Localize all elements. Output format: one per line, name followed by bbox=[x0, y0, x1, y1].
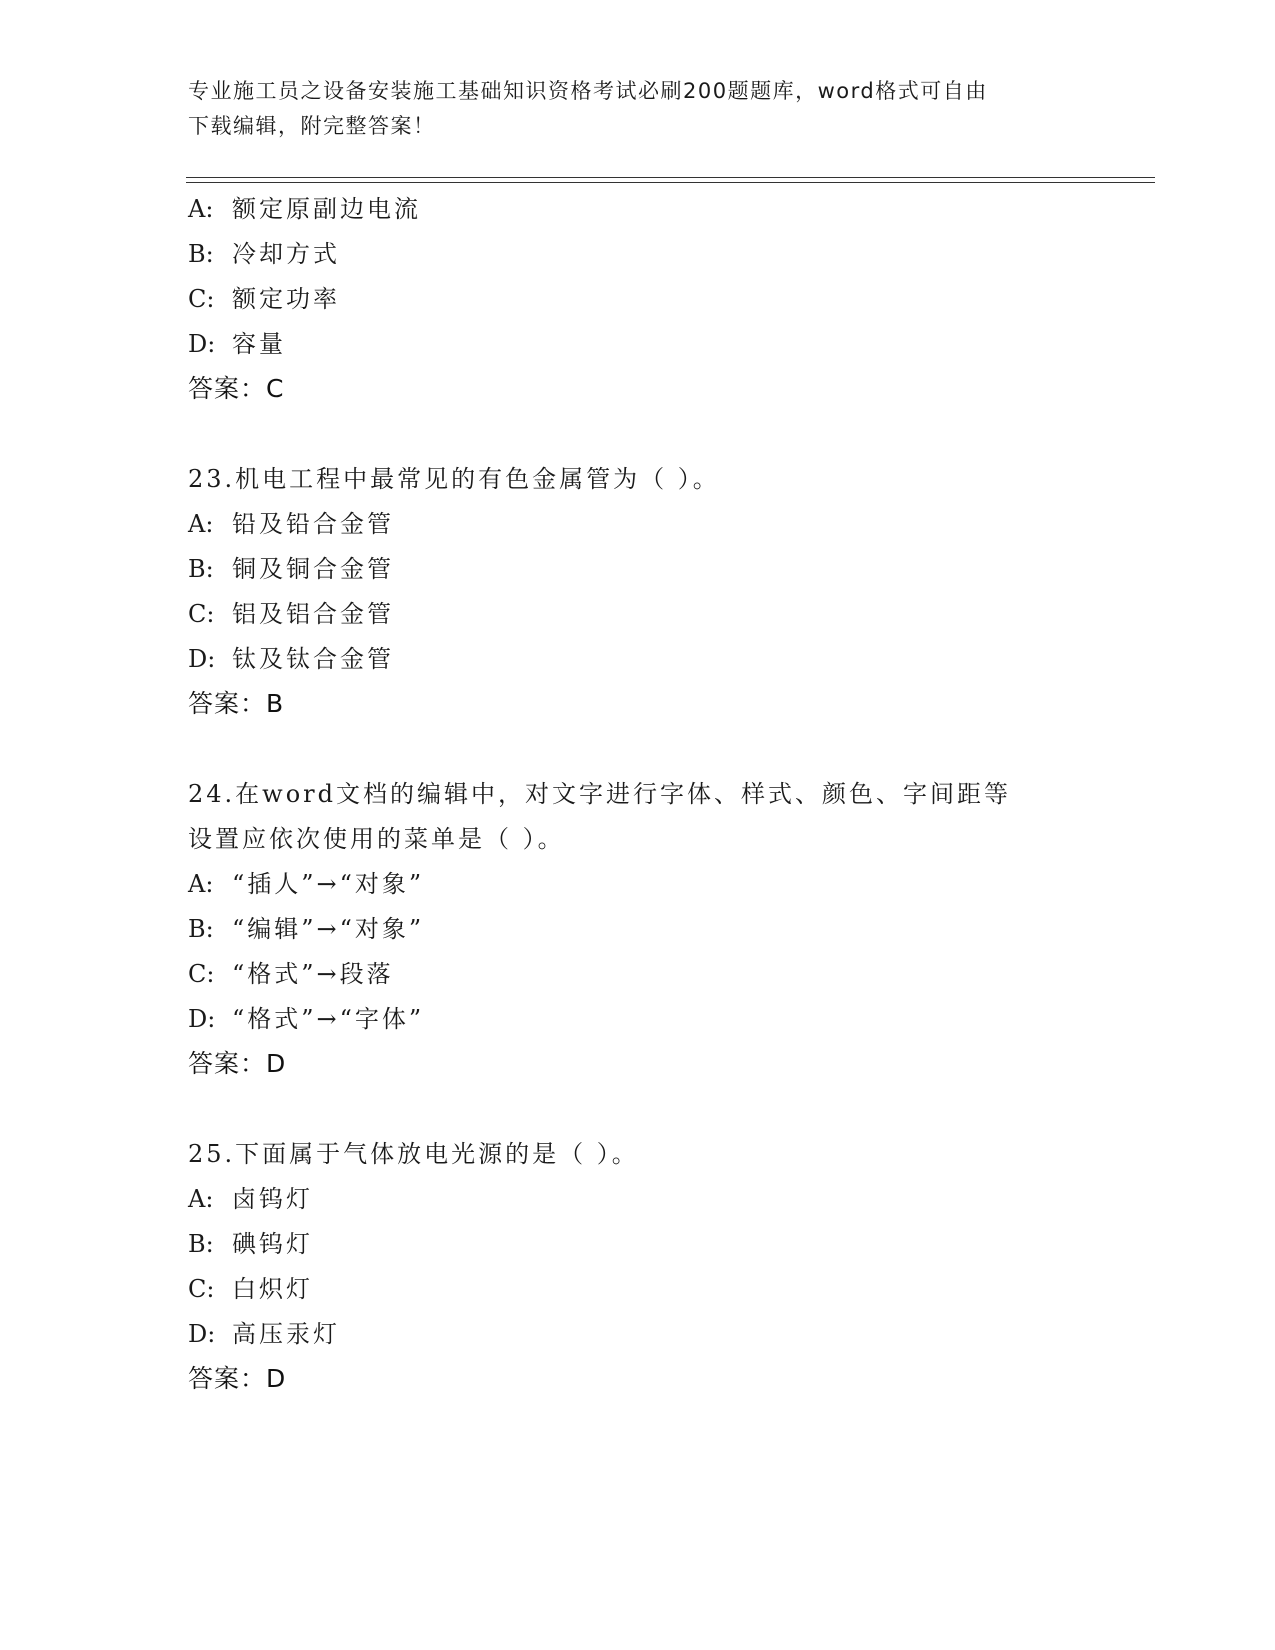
option-letter: C: bbox=[188, 600, 215, 628]
q24-option-d bbox=[188, 1002, 424, 1036]
option-letter: A: bbox=[188, 1185, 214, 1213]
option-text: “格式”→段落 bbox=[232, 960, 394, 988]
header-divider-top bbox=[186, 177, 1155, 178]
option-text: 冷却方式 bbox=[232, 240, 340, 268]
option-text: 碘钨灯 bbox=[232, 1230, 313, 1258]
option-letter: D: bbox=[188, 330, 216, 358]
option-letter: C: bbox=[188, 1275, 215, 1303]
q25-question: 25.下面属于气体放电光源的是（ ）。 bbox=[188, 1140, 639, 1168]
option-letter: C: bbox=[188, 285, 215, 313]
q24-option-a bbox=[188, 867, 424, 901]
option-letter: B: bbox=[188, 240, 214, 268]
header-line-2: 下载编辑，附完整答案！ bbox=[188, 114, 436, 138]
option-text: 铅及铅合金管 bbox=[232, 510, 394, 538]
q24-option-c bbox=[188, 957, 394, 991]
q24-answer: 答案：D bbox=[188, 1049, 287, 1078]
option-text: 卤钨灯 bbox=[232, 1185, 313, 1213]
option-text: 铝及铝合金管 bbox=[232, 600, 394, 628]
q23-option-c bbox=[188, 597, 394, 631]
q22-option-c bbox=[188, 282, 340, 316]
document-header bbox=[188, 74, 1088, 144]
q23-option-d bbox=[188, 642, 394, 676]
option-letter: D: bbox=[188, 1320, 216, 1348]
option-letter: B: bbox=[188, 555, 214, 583]
option-text: 钛及钛合金管 bbox=[232, 645, 394, 673]
q24-question-line-1: 24.在word文档的编辑中，对文字进行字体、样式、颜色、字间距等 bbox=[188, 780, 1011, 808]
option-text: 额定原副边电流 bbox=[232, 195, 421, 223]
q24-question-line-2: 设置应依次使用的菜单是（ ）。 bbox=[188, 825, 565, 853]
q23-question: 23.机电工程中最常见的有色金属管为（ ）。 bbox=[188, 465, 720, 493]
option-letter: A: bbox=[188, 195, 214, 223]
q22-option-a bbox=[188, 192, 421, 226]
q22-answer: 答案：C bbox=[188, 374, 285, 403]
option-letter: A: bbox=[188, 870, 214, 898]
option-text: 高压汞灯 bbox=[232, 1320, 340, 1348]
option-text: “插人”→“对象” bbox=[232, 870, 425, 898]
q25-option-b bbox=[188, 1227, 313, 1261]
q25-option-c bbox=[188, 1272, 313, 1306]
q25-option-a bbox=[188, 1182, 313, 1216]
header-divider-bottom bbox=[186, 182, 1155, 183]
option-text: 容量 bbox=[232, 330, 286, 358]
q22-option-b bbox=[188, 237, 340, 271]
option-letter: D: bbox=[188, 645, 216, 673]
option-letter: C: bbox=[188, 960, 215, 988]
option-letter: D: bbox=[188, 1005, 216, 1033]
q22-option-d bbox=[188, 327, 286, 361]
option-letter: B: bbox=[188, 1230, 214, 1258]
q23-answer: 答案：B bbox=[188, 689, 285, 718]
option-text: 铜及铜合金管 bbox=[232, 555, 394, 583]
header-line-1: 专业施工员之设备安装施工基础知识资格考试必刷200题题库，word格式可自由 bbox=[188, 79, 988, 103]
q25-answer: 答案：D bbox=[188, 1364, 287, 1393]
q23-option-b bbox=[188, 552, 394, 586]
q24-option-b bbox=[188, 912, 424, 946]
option-letter: B: bbox=[188, 915, 214, 943]
option-text: “编辑”→“对象” bbox=[232, 915, 425, 943]
option-text: 额定功率 bbox=[232, 285, 340, 313]
q25-option-d bbox=[188, 1317, 340, 1351]
option-text: “格式”→“字体” bbox=[232, 1005, 425, 1033]
option-text: 白炽灯 bbox=[232, 1275, 313, 1303]
q23-option-a bbox=[188, 507, 394, 541]
option-letter: A: bbox=[188, 510, 214, 538]
